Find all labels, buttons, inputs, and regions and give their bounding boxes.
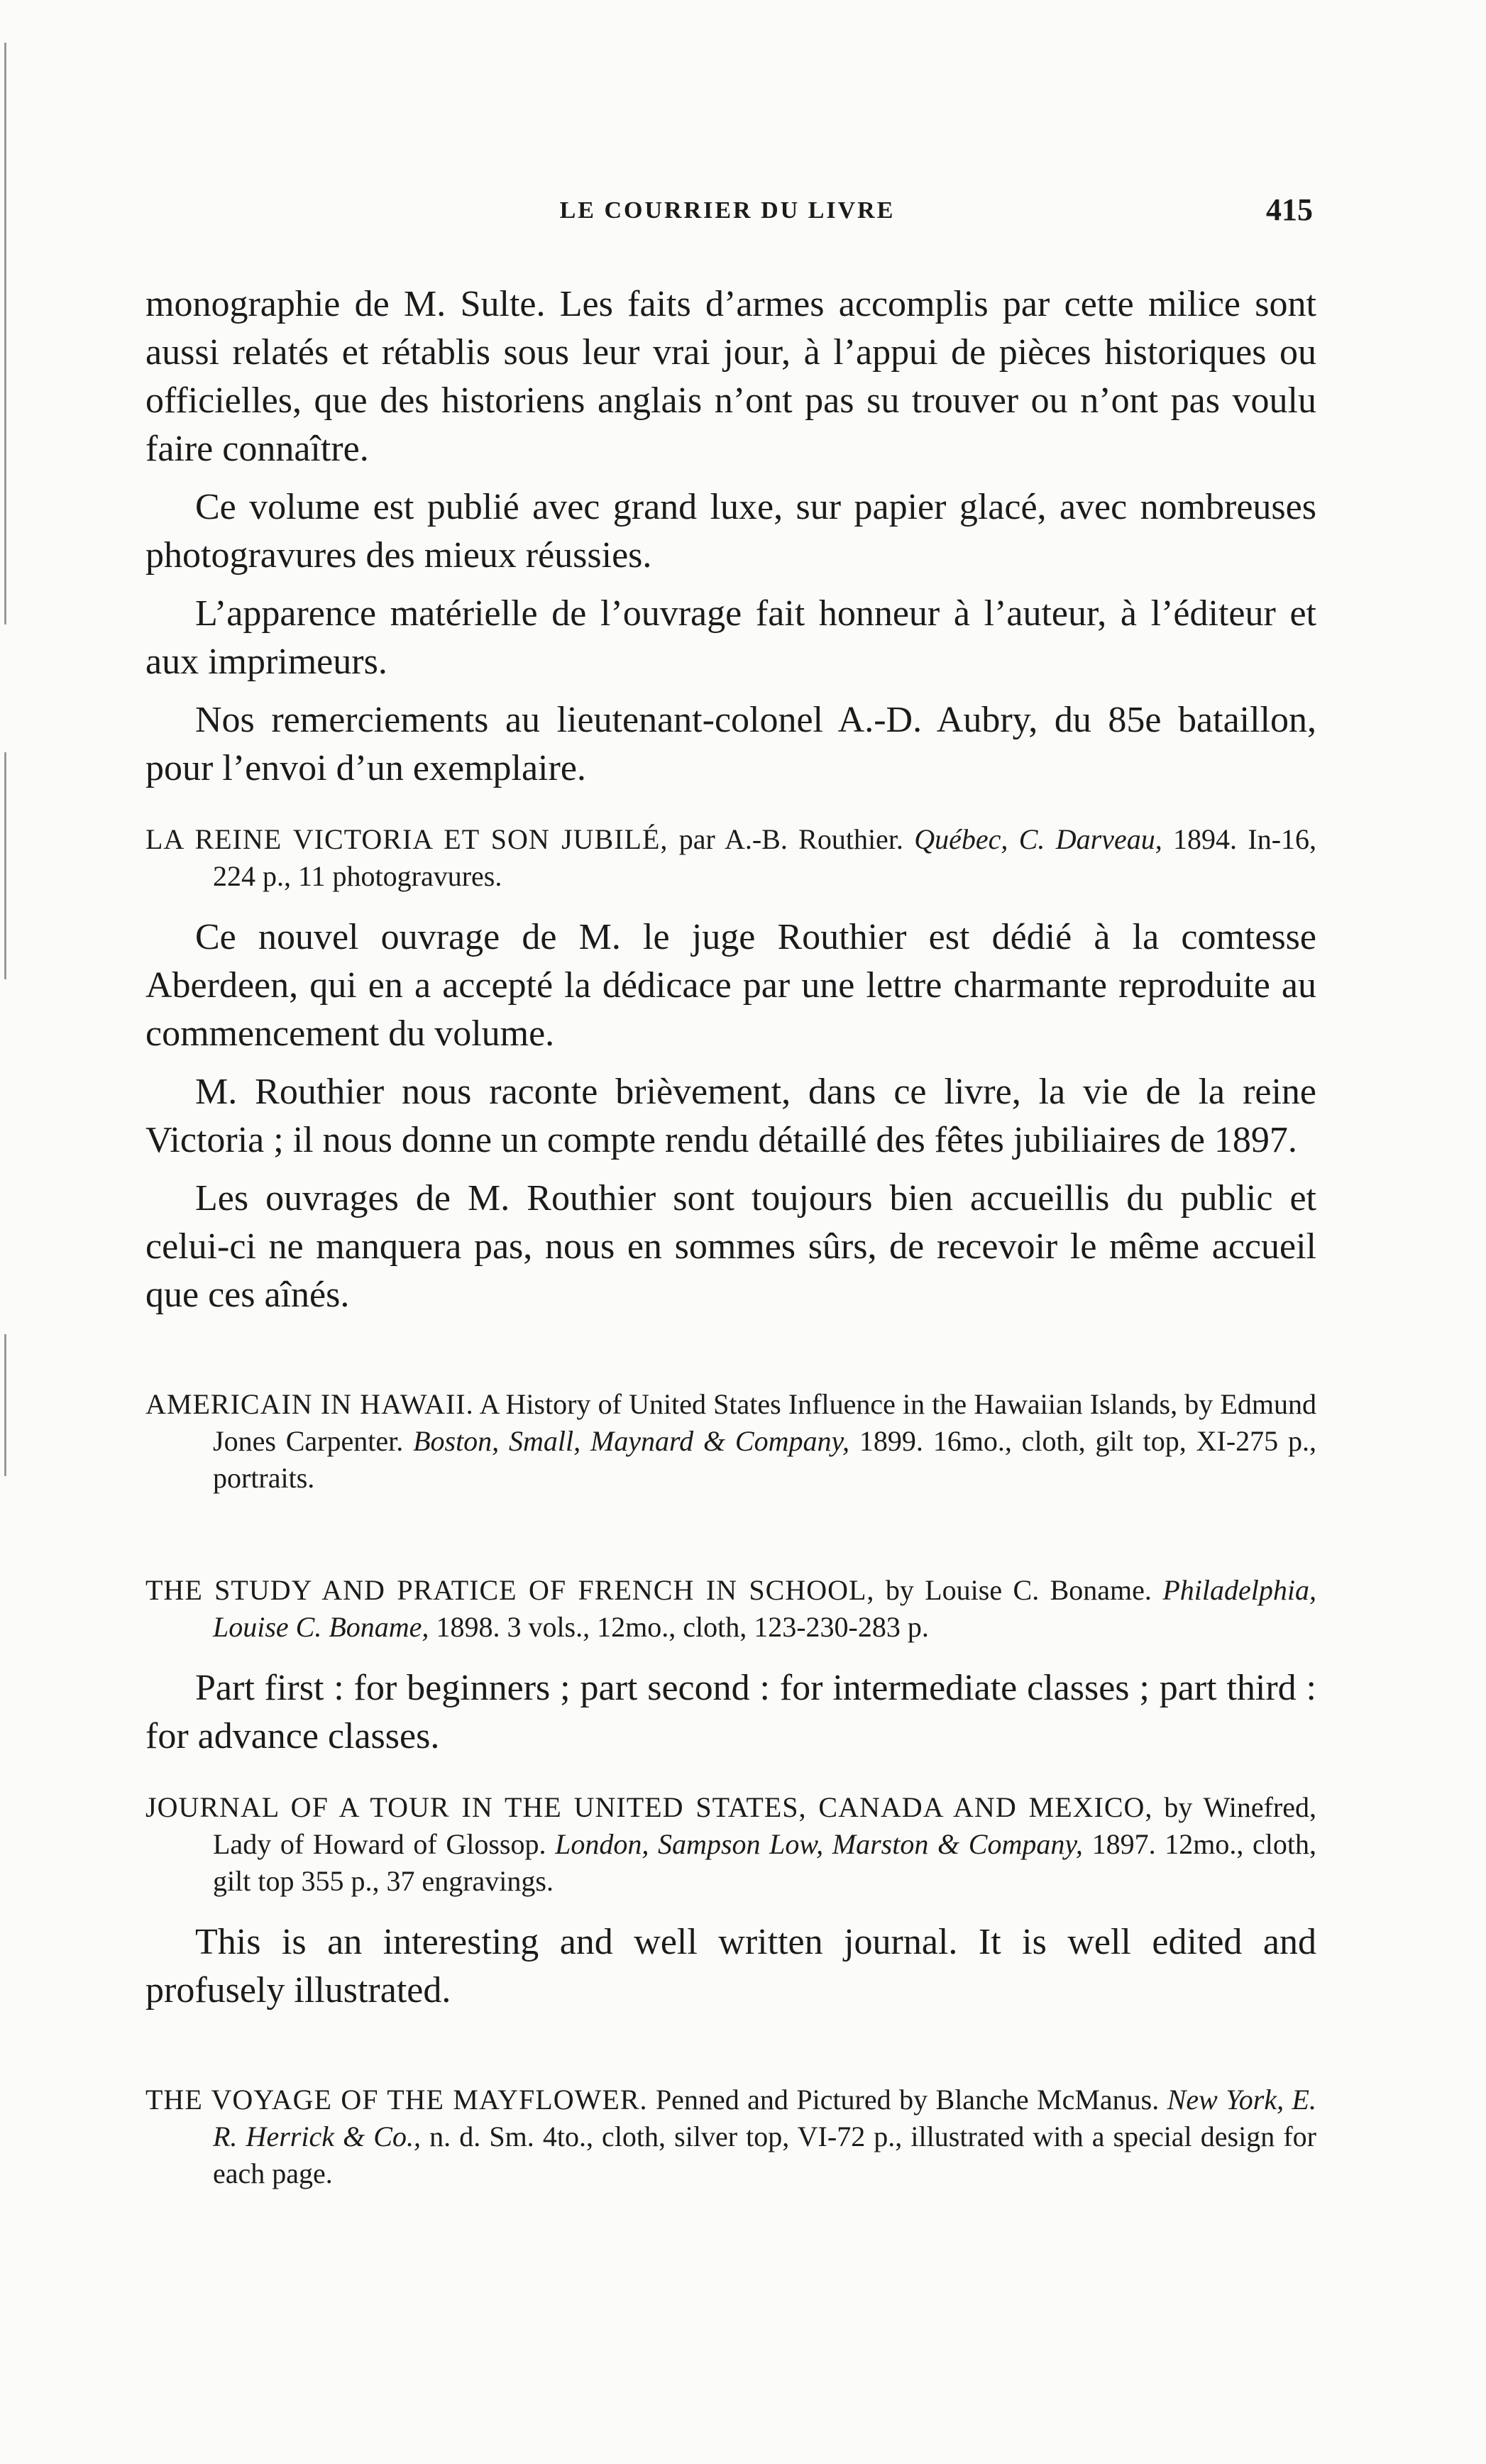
- entry-title: THE STUDY AND PRATICE OF FRENCH IN SCHOOL,: [145, 1574, 875, 1606]
- running-title: LE COURRIER DU LIVRE: [559, 197, 896, 224]
- entry-details: 1899. 16mo., cloth, gilt top, XI-275 p., portraits.: [213, 1425, 1317, 1494]
- bibliographic-entry: [145, 1386, 1316, 1497]
- entry-text: Penned and Pictured by Blanche McManus.: [647, 2084, 1167, 2116]
- bibliographic-entry: [145, 1789, 1316, 1900]
- paragraph: This is an interesting and well written journal. It is well edited and profusely illustrated.: [145, 1922, 1316, 2011]
- paragraph: M. Routhier nous raconte brièvement, dans ce livre, la vie de la reine Victoria ; il nous donne un compte rendu détaillé des fêtes jubiliaires de 1897.: [145, 1072, 1316, 1160]
- page-header: [142, 192, 1313, 240]
- entry-imprint: Boston, Small, Maynard & Company,: [413, 1425, 850, 1457]
- entry-details: n. d. Sm. 4to., cloth, silver top, VI-72 p., illustrated with a special design for each page.: [213, 2121, 1316, 2189]
- entry-details: 1894. In-16, 224 p., 11 photogravures.: [213, 823, 1317, 892]
- page-content: [145, 280, 1316, 2211]
- bibliographic-entry: [145, 821, 1316, 895]
- entry-title: AMERICAIN IN HAWAII.: [145, 1388, 474, 1420]
- binding-edge-mark: [4, 1334, 6, 1476]
- entry-text: par A.-B. Routhier.: [668, 823, 915, 855]
- entry-imprint: Philadelphia, Louise C. Boname,: [213, 1574, 1316, 1643]
- bibliographic-entry: [145, 2081, 1316, 2192]
- paragraph: L’apparence matérielle de l’ouvrage fait honneur à l’auteur, à l’éditeur et aux imprimeurs.: [145, 593, 1316, 682]
- entry-imprint: Québec, C. Darveau,: [914, 823, 1162, 855]
- paragraph: monographie de M. Sulte. Les faits d’armes accomplis par cette milice sont aussi relatés et rétablis sous leur vrai jour, à l’appui de pièces historiques ou officielles, que des historiens anglais n’ont pas su trouver ou n’ont pas voulu faire connaître.: [145, 284, 1316, 469]
- bibliographic-entry: [145, 1572, 1316, 1646]
- entry-text: A History of United States Influence in the Hawaiian Islands, by Edmund Jones Carpenter.: [213, 1388, 1316, 1457]
- entry-title: THE VOYAGE OF THE MAYFLOWER.: [145, 2084, 648, 2116]
- entry-details: 1898. 3 vols., 12mo., cloth, 123-230-283 p.: [429, 1611, 929, 1643]
- entry-text: by Winefred, Lady of Howard of Glossop.: [213, 1791, 1316, 1860]
- entry-text: by Louise C. Boname.: [874, 1574, 1163, 1606]
- entry-imprint: London, Sampson Low, Marston & Company,: [555, 1828, 1083, 1860]
- paragraph: Ce nouvel ouvrage de M. le juge Routhier est dédié à la comtesse Aberdeen, qui en a accepté la dédicace par une lettre charmante reproduite au commencement du volume.: [145, 917, 1316, 1054]
- entry-title: LA REINE VICTORIA ET SON JUBILÉ,: [145, 823, 668, 855]
- binding-edge-mark: [4, 43, 6, 625]
- paragraph: Les ouvrages de M. Routhier sont toujours bien accueillis du public et celui-ci ne manquera pas, nous en sommes sûrs, de recevoir le même accueil que ces aînés.: [145, 1178, 1316, 1315]
- binding-edge-mark: [4, 752, 6, 979]
- entry-imprint: New York, E. R. Herrick & Co.,: [213, 2084, 1316, 2152]
- paragraph: Part first : for beginners ; part second : for intermediate classes ; part third : for advance classes.: [145, 1668, 1316, 1756]
- paragraph: Ce volume est publié avec grand luxe, sur papier glacé, avec nombreuses photogravures des mieux réussies.: [145, 487, 1316, 576]
- entry-details: 1897. 12mo., cloth, gilt top 355 p., 37 engravings.: [213, 1828, 1317, 1897]
- paragraph: Nos remerciements au lieutenant-colonel A.-D. Aubry, du 85e bataillon, pour l’envoi d’un exemplaire.: [145, 700, 1316, 788]
- page-number: 415: [1266, 192, 1313, 227]
- entry-title: JOURNAL OF A TOUR IN THE UNITED STATES, CANADA AND MEXICO,: [145, 1791, 1153, 1823]
